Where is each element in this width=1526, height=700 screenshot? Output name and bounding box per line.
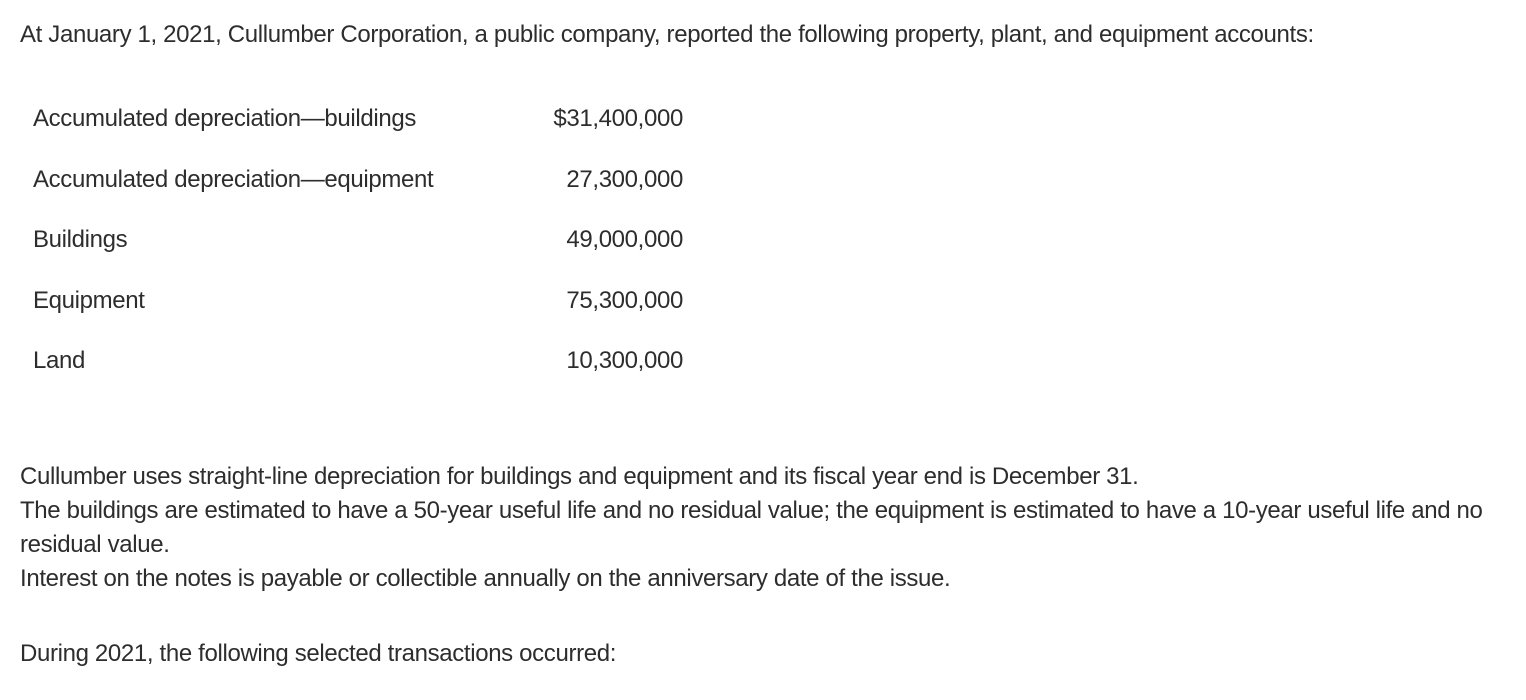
account-amount: 10,300,000 [566,347,683,375]
account-name: Accumulated depreciation—equipment [33,165,434,193]
account-amount: 75,300,000 [566,286,683,314]
notes-section [20,460,1516,596]
closing-text: During 2021, the following selected transactions occurred: [20,640,617,667]
table-row [20,271,683,332]
account-amount: $31,400,000 [553,105,683,133]
account-name: Equipment [33,286,145,314]
note-paragraph: Cullumber uses straight-line depreciation for buildings and equipment and its fiscal year end is December 31. [20,463,1139,490]
table-row [20,150,683,211]
intro-text: At January 1, 2021, Cullumber Corporation, a public company, reported the following property, plant, and equipment accounts: [20,21,1314,48]
account-name: Accumulated depreciation—buildings [33,105,416,133]
table-row [20,89,683,150]
account-name: Buildings [33,226,128,254]
table-row [20,210,683,271]
account-amount: 27,300,000 [566,165,683,193]
table-row [20,331,683,392]
account-name: Land [33,347,85,375]
accounts-table [20,89,683,392]
account-amount: 49,000,000 [566,226,683,254]
note-paragraph: Interest on the notes is payable or collectible annually on the anniversary date of the issue. [20,565,951,592]
note-paragraph: The buildings are estimated to have a 50-year useful life and no residual value; the equipment is estimated to have a 10-year useful life and no residual value. [20,497,1483,558]
